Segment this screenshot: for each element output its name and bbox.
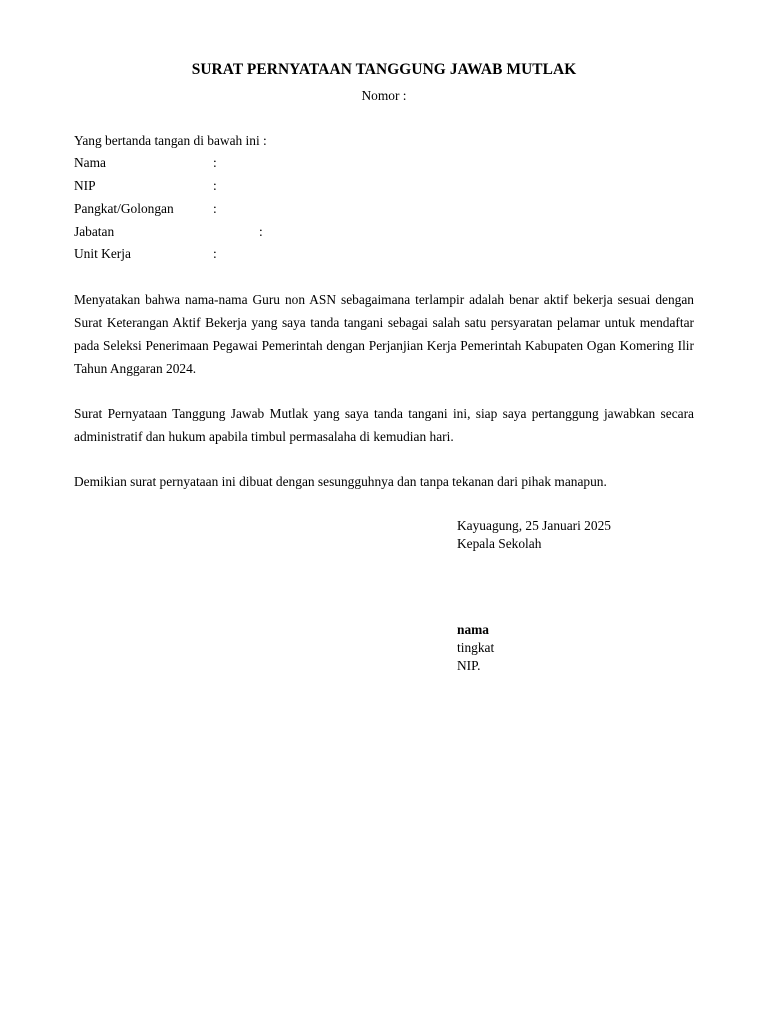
field-separator: : [213,178,217,193]
closing-paragraph: Demikian surat pernyataan ini dibuat dengan sesungguhnya dan tanpa tekanan dari pihak manapun. [74,474,607,489]
document-number: Nomor : [361,88,407,103]
intro-text: Yang bertanda tangan di bawah ini : [74,133,267,148]
field-label: NIP [74,178,96,193]
field-nip [74,178,217,196]
signature-place-date: Kayuagung, 25 Januari 2025 [457,518,611,533]
field-separator: : [213,246,217,261]
field-separator: : [213,155,217,170]
field-label: Pangkat/Golongan [74,201,174,216]
field-pangkat-golongan [74,201,217,219]
field-separator: : [213,201,217,216]
field-unit-kerja [74,246,217,264]
signature-position: Kepala Sekolah [457,536,542,551]
responsibility-paragraph: Surat Pernyataan Tanggung Jawab Mutlak yang saya tanda tangani ini, siap saya pertanggung jawabkan secara administratif dan hukum apabila timbul permasalaha di kemudian hari. [74,406,694,444]
field-label: Unit Kerja [74,246,131,261]
field-separator: : [259,224,263,239]
signatory-rank: tingkat [457,640,495,655]
signatory-name: nama [457,622,489,637]
document-title: SURAT PERNYATAAN TANGGUNG JAWAB MUTLAK [191,61,577,78]
field-label: Nama [74,155,106,170]
field-jabatan [74,224,263,242]
field-label: Jabatan [74,224,115,239]
field-nama [74,155,217,173]
signatory-nip: NIP. [457,658,481,673]
statement-paragraph: Menyatakan bahwa nama-nama Guru non ASN sebagaimana terlampir adalah benar aktif bekerja sesuai dengan Surat Keterangan Aktif Bekerja yang saya tanda tangani sebagai salah satu persyaratan pelamar untuk mendaftar pada Seleksi Penerimaan Pegawai Pemerintah dengan Perjanjian Kerja Pemerintah Kabupaten Ogan Komering Ilir Tahun Anggaran 2024. [74,292,694,376]
